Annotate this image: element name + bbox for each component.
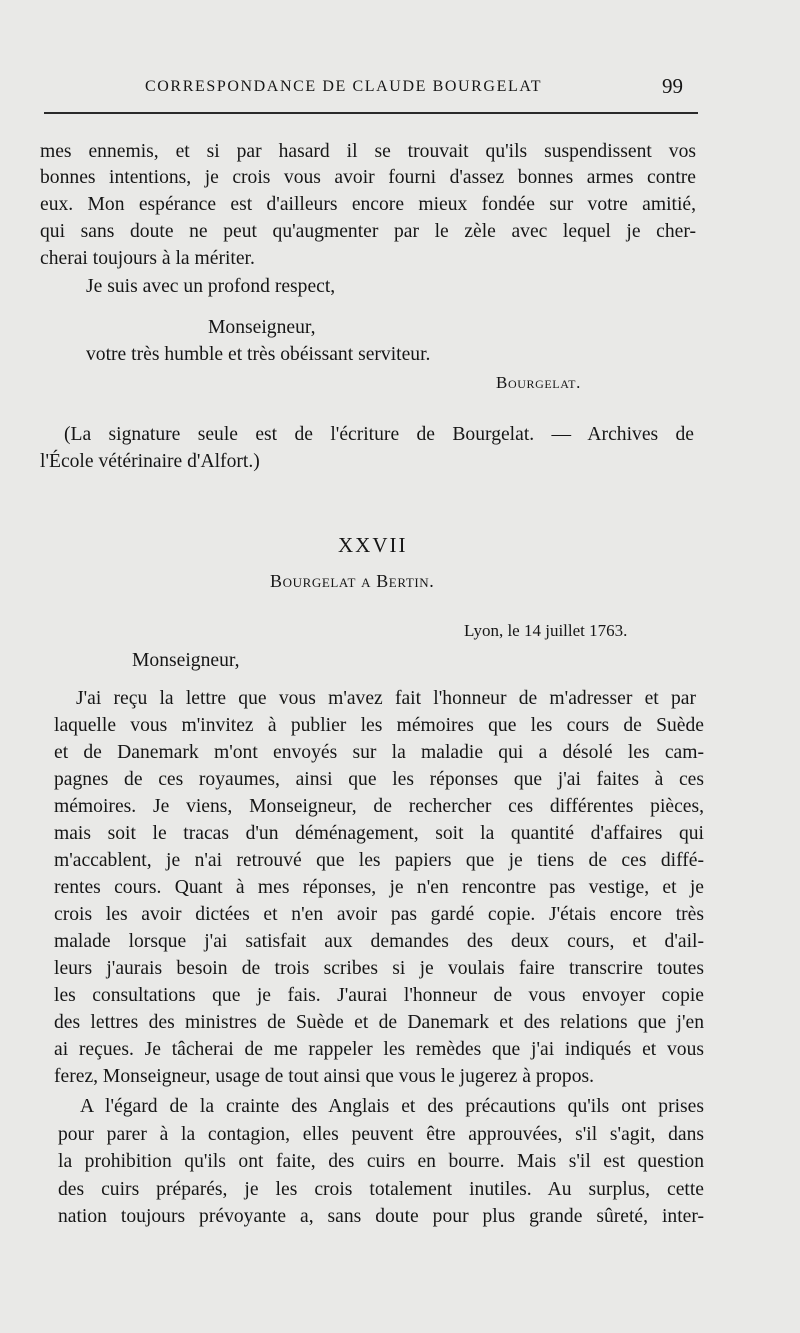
text-line: des lettres des ministres de Suède et de Danemark et des relations que j'en — [54, 1012, 704, 1033]
closing-salutation: Monseigneur, — [208, 317, 316, 338]
closing-formula: Je suis avec un profond respect, — [86, 276, 336, 297]
text-line: ferez, Monseigneur, usage de tout ainsi que vous le jugerez à propos. — [54, 1066, 595, 1087]
text-line: malade lorsque j'ai satisfait aux demandes des deux cours, et d'ail- — [54, 931, 704, 952]
text-line: J'ai reçu la lettre que vous m'avez fait l'honneur de m'adresser et par — [76, 688, 696, 709]
letter-salutation: Monseigneur, — [132, 650, 240, 671]
text-line: cherai toujours à la mériter. — [40, 248, 255, 269]
text-line: eux. Mon espérance est d'ailleurs encore mieux fondée sur votre amitié, — [40, 194, 696, 215]
text-line: les consultations que je fais. J'aurai l'honneur de vous envoyer copie — [54, 985, 704, 1006]
page-header — [0, 74, 800, 104]
text-line: pagnes de ces royaumes, ainsi que les réponses que j'ai faites à ces — [54, 769, 704, 790]
text-line: des cuirs préparés, je les crois totalement inutiles. Au surplus, cette — [58, 1179, 704, 1200]
text-line: la prohibition qu'ils ont faite, des cuirs en bourre. Mais s'il est question — [58, 1151, 704, 1172]
section-heading: Bourgelat a Bertin. — [270, 571, 435, 591]
header-rule — [44, 112, 698, 114]
text-line: rentes cours. Quant à mes réponses, je n'en rencontre pas vestige, et je — [54, 877, 704, 898]
text-line: laquelle vous m'invitez à publier les mémoires que les cours de Suède — [54, 715, 704, 736]
text-line: ai reçues. Je tâcherai de me rappeler les remèdes que j'ai indiqués et vous — [54, 1039, 704, 1060]
running-title: CORRESPONDANCE DE CLAUDE BOURGELAT — [145, 78, 543, 95]
archive-note-line: (La signature seule est de l'écriture de Bourgelat. — Archives de — [64, 424, 694, 445]
section-number: XXVII — [338, 533, 408, 557]
text-line: et de Danemark m'ont envoyés sur la maladie qui a désolé les cam- — [54, 742, 704, 763]
text-line: mémoires. Je viens, Monseigneur, de rechercher ces différentes pièces, — [54, 796, 704, 817]
text-line: leurs j'aurais besoin de trois scribes si je voulais faire transcrire toutes — [54, 958, 704, 979]
text-line: qui sans doute ne peut qu'augmenter par le zèle avec lequel je cher- — [40, 221, 696, 242]
text-line: m'accablent, je n'ai retrouvé que les papiers que je tiens de ces diffé- — [54, 850, 704, 871]
text-line: A l'égard de la crainte des Anglais et des précautions qu'ils ont prises — [80, 1096, 704, 1117]
text-line: pour parer à la contagion, elles peuvent être approuvées, s'il s'agit, dans — [58, 1124, 704, 1145]
servant-formula: votre très humble et très obéissant serviteur. — [86, 344, 431, 365]
text-line: mes ennemis, et si par hasard il se trouvait qu'ils suspendissent vos — [40, 141, 696, 162]
text-line: nation toujours prévoyante a, sans doute pour plus grande sûreté, inter- — [58, 1206, 704, 1227]
archive-note-line: l'École vétérinaire d'Alfort.) — [40, 451, 260, 472]
text-line: bonnes intentions, je crois vous avoir fourni d'assez bonnes armes contre — [40, 167, 696, 188]
page-number: 99 — [662, 74, 683, 98]
text-line: mais soit le tracas d'un déménagement, soit la quantité d'affaires qui — [54, 823, 704, 844]
signature: Bourgelat. — [496, 373, 581, 392]
dateline: Lyon, le 14 juillet 1763. — [464, 621, 628, 640]
text-line: crois les avoir dictées et n'en avoir pas gardé copie. J'étais encore très — [54, 904, 704, 925]
